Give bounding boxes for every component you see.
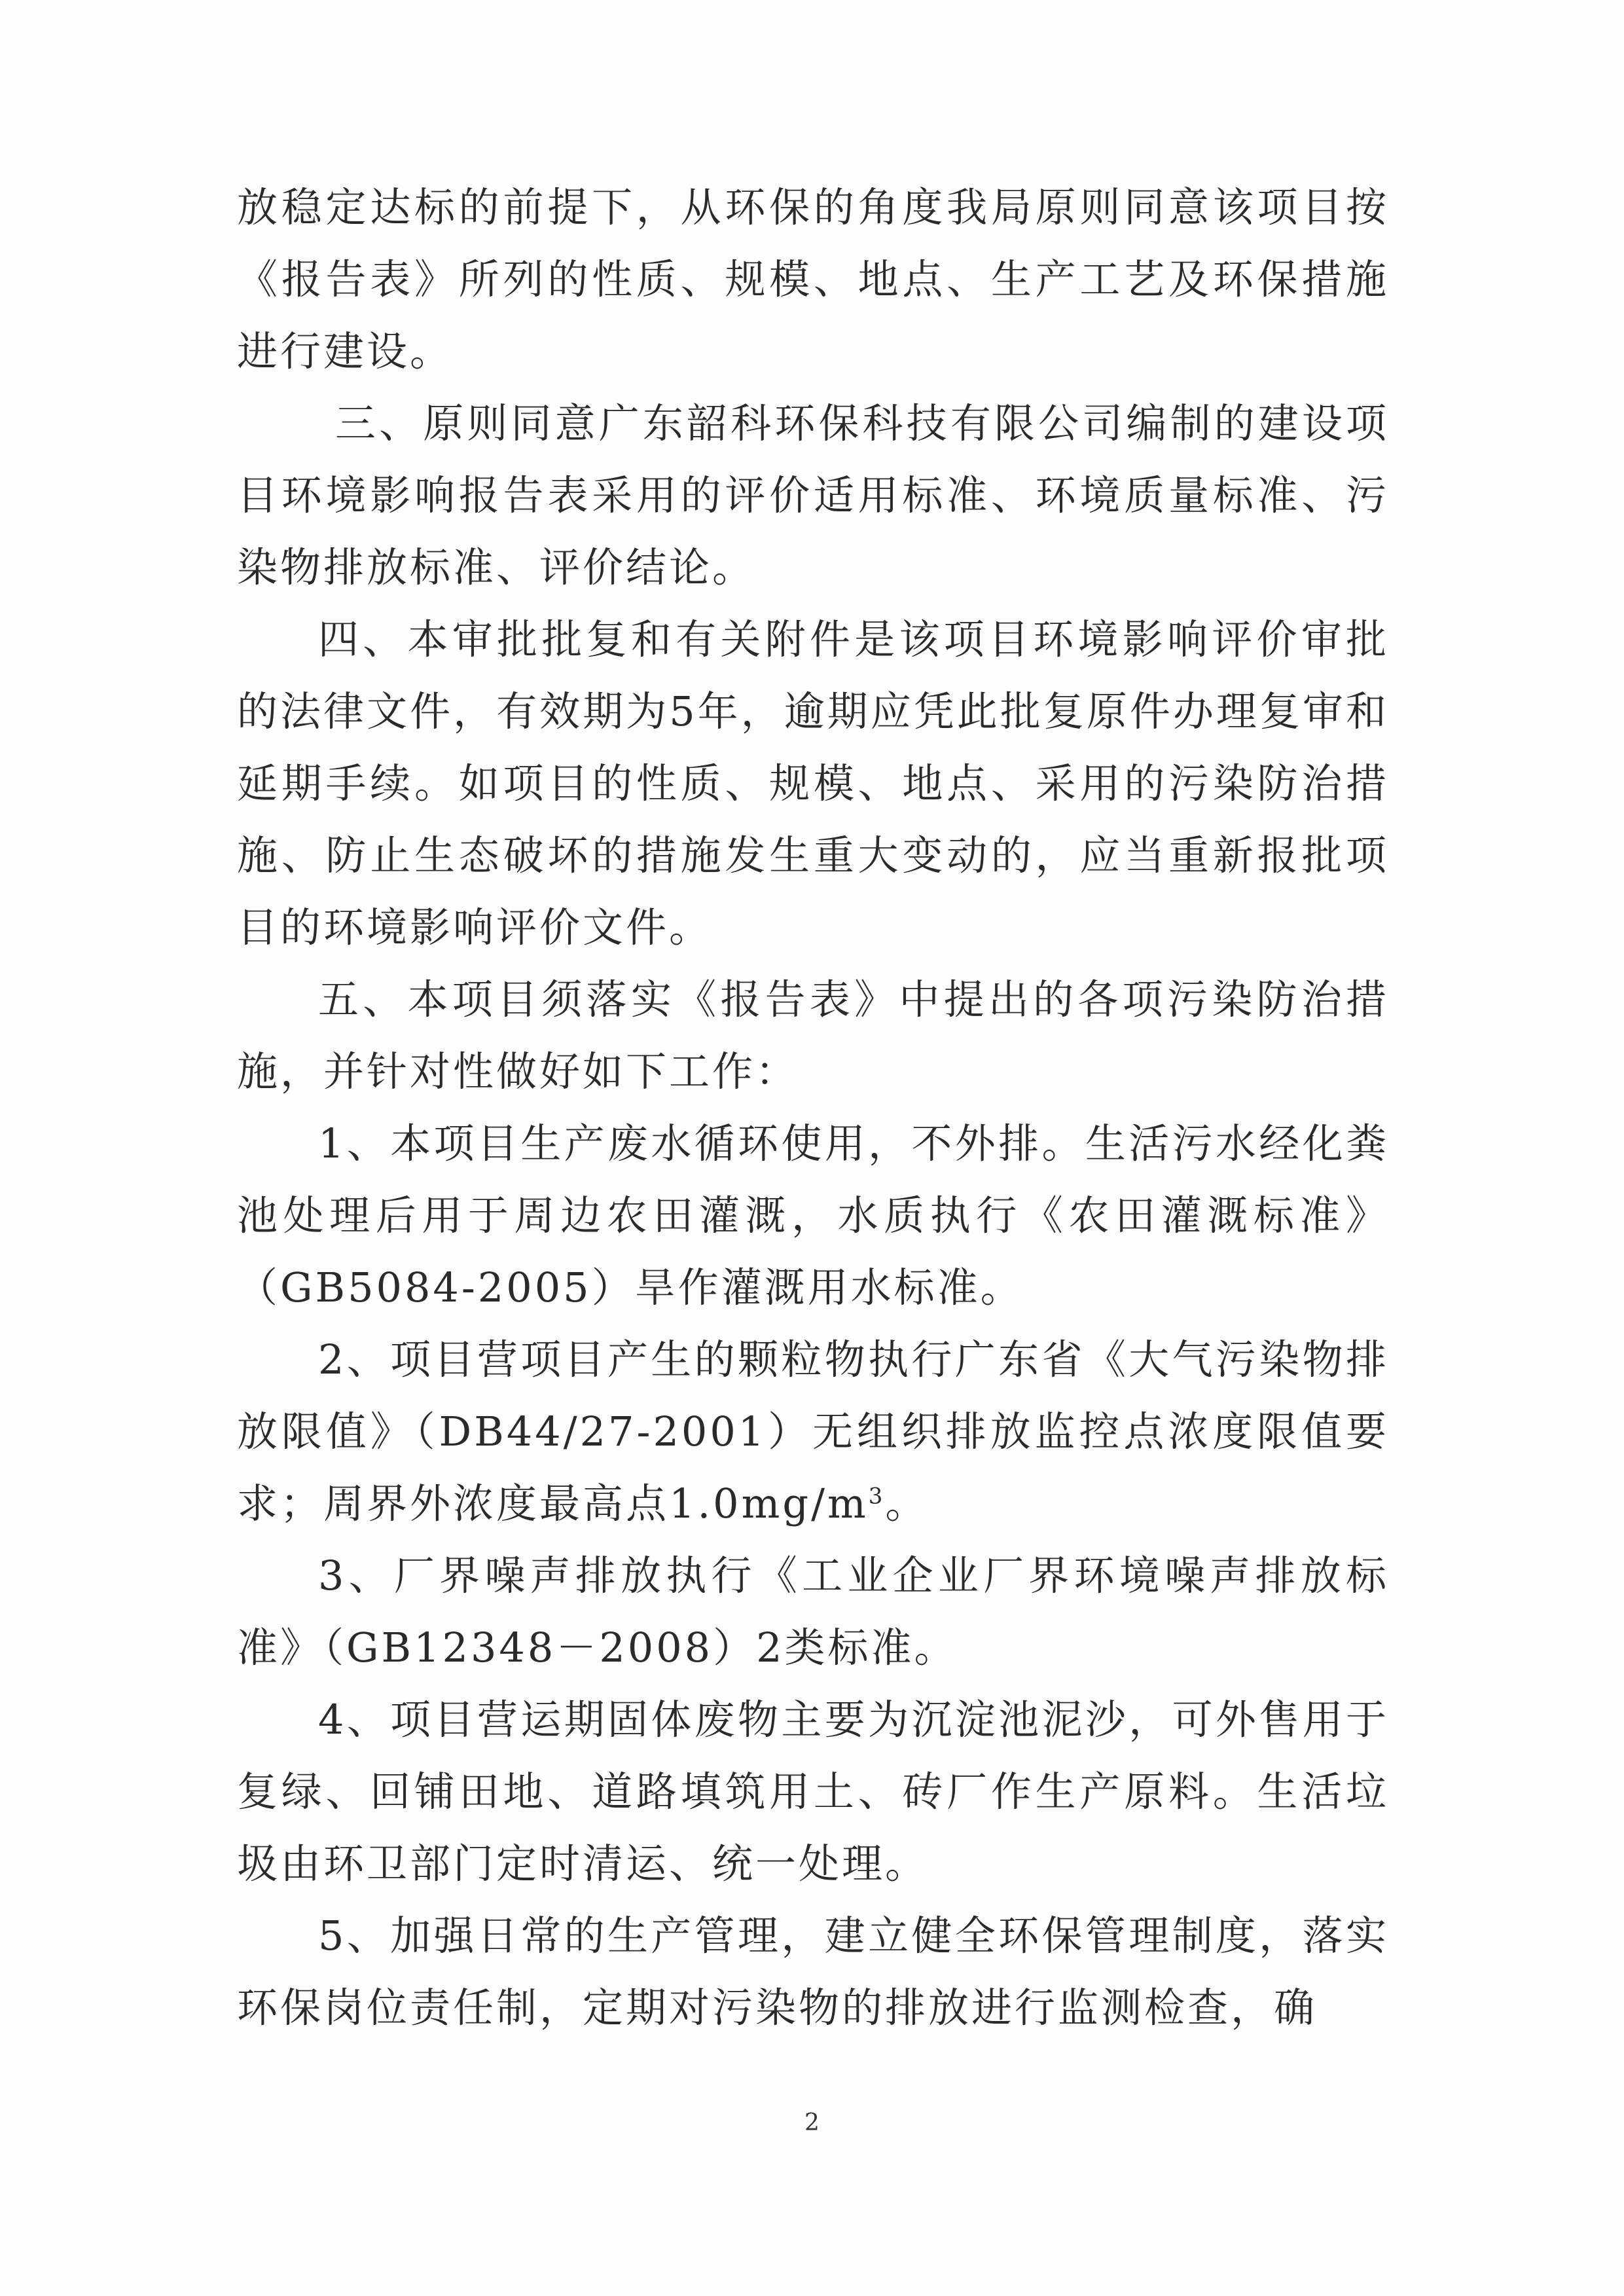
- paragraph-item-5-3: 3、厂界噪声排放执行《工业企业厂界环境噪声排放标准》（GB12348－2008）2类标准。: [237, 1552, 1389, 1671]
- paragraph-item-3: 三、原则同意广东韶科环保科技有限公司编制的建设项目环境影响报告表采用的评价适用标准、环境质量标准、污染物排放标准、评价结论。: [237, 399, 1389, 591]
- paragraph-item-4: 四、本审批批复和有关附件是该项目环境影响评价审批的法律文件，有效期为5年，逾期应凭此批复原件办理复审和延期手续。如项目的性质、规模、地点、采用的污染防治措施、防止生态破坏的措施发生重大变动的，应当重新报批项目的环境影响评价文件。: [237, 615, 1389, 951]
- unit-superscript: 3: [868, 1483, 886, 1510]
- paragraph-item-5-2-tail: 。: [885, 1480, 929, 1527]
- paragraph-item-5: 五、本项目须落实《报告表》中提出的各项污染防治措施，并针对性做好如下工作：: [237, 975, 1389, 1095]
- paragraph-item-5-1: 1、本项目生产废水循环使用，不外排。生活污水经化粪池处理后用于周边农田灌溉，水质执行《农田灌溉标准》（GB5084-2005）旱作灌溉用水标准。: [237, 1120, 1389, 1311]
- paragraph-item-5-5: 5、加强日常的生产管理，建立健全环保管理制度，落实环保岗位责任制，定期对污染物的排放进行监测检查，确: [237, 1912, 1389, 2032]
- paragraph-item-5-2: [237, 1324, 1389, 1540]
- paragraph-item-5-2-text: 2、项目营项目产生的颗粒物执行广东省《大气污染物排放限值》（DB44/27-2001）无组织排放监控点浓度限值要求；周界外浓度最高点1.0mg/m: [237, 1336, 1389, 1527]
- paragraph-continued: 放稳定达标的前提下，从环保的角度我局原则同意该项目按《报告表》所列的性质、规模、地点、生产工艺及环保措施进行建设。: [237, 183, 1389, 375]
- document-body: [237, 172, 1389, 2044]
- page-number: 2: [804, 2109, 820, 2136]
- paragraph-item-5-4: 4、项目营运期固体废物主要为沉淀池泥沙，可外售用于复绿、回铺田地、道路填筑用土、砖厂作生产原料。生活垃圾由环卫部门定时清运、统一处理。: [237, 1696, 1389, 1887]
